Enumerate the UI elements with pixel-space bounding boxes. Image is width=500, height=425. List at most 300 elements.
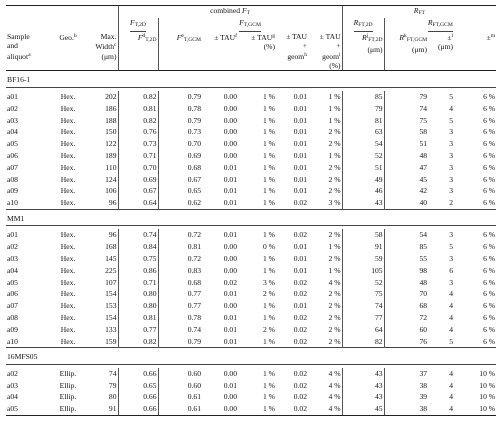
cell-ft-2d: 0.82 bbox=[118, 114, 158, 126]
cell-tau-geom: 0.01 bbox=[293, 139, 307, 149]
cell-rft-2d: 75 bbox=[342, 288, 384, 300]
table-row bbox=[6, 150, 496, 162]
cell-rft-err: 6 bbox=[449, 265, 454, 275]
cell-rft-2d: 52 bbox=[342, 276, 384, 288]
cell-ft-2d: 0.76 bbox=[118, 126, 158, 138]
cell-ft-2d: 0.64 bbox=[118, 197, 158, 209]
cell-tau-geom: 0.01 bbox=[293, 127, 307, 137]
cell-rft-gcm: 42 bbox=[384, 185, 428, 197]
cell-rft-gcm: 85 bbox=[384, 241, 428, 253]
cell-max-width: 91 bbox=[84, 403, 118, 415]
cell-tau-geom: 0.02 bbox=[293, 336, 307, 346]
cell-tau-geom: 0.02 bbox=[293, 392, 307, 402]
table-row bbox=[6, 138, 496, 150]
cell-ft-2d: 0.75 bbox=[118, 253, 158, 265]
cell-rft-2d: 85 bbox=[342, 91, 384, 103]
cell-ft-gcm: 0.69 bbox=[158, 150, 202, 162]
cell-tau-pct: 1 % bbox=[262, 368, 275, 378]
cell-tau-pct: 1 % bbox=[262, 103, 275, 113]
cell-rft-err: 5 bbox=[449, 242, 454, 252]
cell-tau: 0.01 bbox=[223, 324, 237, 334]
cell-ft-2d: 0.84 bbox=[118, 241, 158, 253]
cell-ft-2d: 0.65 bbox=[118, 379, 158, 391]
table-row bbox=[6, 324, 496, 336]
cell-rft-gcm: 39 bbox=[384, 391, 428, 403]
cell-geometry: Hex. bbox=[60, 162, 76, 172]
cell-rft-gcm: 55 bbox=[384, 253, 428, 265]
cell-ft-gcm: 0.61 bbox=[158, 391, 202, 403]
cell-tau-geom-pct: 4 % bbox=[328, 392, 341, 402]
cell-aliquot: a09 bbox=[7, 324, 18, 334]
cell-geometry: Hex. bbox=[60, 174, 76, 184]
cell-tau-geom: 0.02 bbox=[293, 368, 307, 378]
cell-ft-2d: 0.66 bbox=[118, 368, 158, 380]
cell-rft-err-pct: 6 % bbox=[483, 336, 496, 346]
table-row bbox=[6, 173, 496, 185]
col-tau: ± $TAU^f$ bbox=[202, 32, 238, 71]
cell-tau-pct: 1 % bbox=[262, 301, 275, 311]
cell-rft-err: 2 bbox=[449, 198, 454, 208]
cell-ft-gcm: 0.68 bbox=[158, 276, 202, 288]
cell-rft-err-pct: 6 % bbox=[483, 162, 496, 172]
cell-tau-pct: 1 % bbox=[262, 312, 275, 322]
cell-geometry: Hex. bbox=[60, 198, 76, 208]
cell-rft-err-pct: 10 % bbox=[479, 368, 496, 378]
cell-rft-err-pct: 10 % bbox=[454, 403, 496, 415]
table-row bbox=[6, 197, 496, 209]
cell-tau-pct: 1 % bbox=[262, 336, 275, 346]
cell-tau-geom: 0.02 bbox=[293, 380, 307, 390]
cell-max-width: 168 bbox=[105, 242, 117, 252]
cell-rft-2d: 46 bbox=[342, 185, 384, 197]
cell-tau: 0.00 bbox=[223, 368, 237, 378]
cell-rft-err-pct: 6 % bbox=[483, 230, 496, 240]
group-header-row bbox=[6, 209, 496, 225]
cell-geometry: Hex. bbox=[60, 324, 76, 334]
cell-rft-gcm: 75 bbox=[384, 114, 428, 126]
col-sample: Sample and aliquot$^a$ bbox=[6, 32, 52, 71]
table-row bbox=[6, 126, 496, 138]
cell-rft-err: 5 bbox=[449, 115, 454, 125]
cell-tau: 0.00 bbox=[223, 127, 237, 137]
cell-rft-err-pct: 6 % bbox=[483, 92, 496, 102]
cell-tau: 0.00 bbox=[202, 403, 238, 415]
cell-aliquot: a04 bbox=[7, 265, 18, 275]
cell-max-width: 159 bbox=[105, 336, 117, 346]
cell-rft-2d: 59 bbox=[342, 253, 384, 265]
cell-tau-geom: 0.02 bbox=[293, 277, 307, 287]
cell-tau-pct: 1 % bbox=[238, 403, 276, 415]
cell-rft-2d: 43 bbox=[342, 197, 384, 209]
col-ftgcm: $F^eT,GCM$ bbox=[158, 32, 202, 71]
cell-aliquot: a05 bbox=[6, 403, 52, 415]
cell-rft-gcm: 48 bbox=[384, 276, 428, 288]
cell-rft-2d: 64 bbox=[342, 324, 384, 336]
cell-tau-geom: 0.01 bbox=[293, 174, 307, 184]
rftgcm-subheader: RFT,GCM bbox=[384, 18, 496, 31]
col-ft2d: $F^dT,2D$ bbox=[118, 32, 158, 71]
table-row bbox=[6, 103, 496, 115]
cell-tau: 0.01 bbox=[223, 336, 237, 346]
cell-ft-gcm: 0.79 bbox=[158, 91, 202, 103]
cell-rft-2d: 51 bbox=[342, 162, 384, 174]
cell-ft-2d: 0.66 bbox=[118, 403, 158, 415]
cell-tau-pct: 1 % bbox=[262, 151, 275, 161]
cell-geometry: Ellip. bbox=[59, 392, 77, 402]
cell-rft-err-pct: 6 % bbox=[483, 127, 496, 137]
cell-rft-gcm: 60 bbox=[384, 324, 428, 336]
cell-ft-2d: 0.80 bbox=[118, 288, 158, 300]
table-header bbox=[6, 6, 496, 71]
cell-tau: 0.00 bbox=[223, 265, 237, 275]
cell-tau-geom: 0.02 bbox=[293, 230, 307, 240]
cell-tau-geom-pct: 1 % bbox=[328, 115, 341, 125]
cell-tau-pct: 0 % bbox=[262, 242, 275, 252]
cell-rft-err-pct: 6 % bbox=[483, 312, 496, 322]
cell-max-width: 96 bbox=[108, 198, 117, 208]
combined-ft-group-header bbox=[118, 6, 342, 19]
cell-tau-geom-pct: 2 % bbox=[328, 230, 341, 240]
cell-aliquot: a01 bbox=[7, 230, 18, 240]
cell-rft-err: 3 bbox=[449, 254, 454, 263]
cell-tau-geom: 0.02 bbox=[293, 312, 307, 322]
table-row bbox=[6, 114, 496, 126]
cell-tau-geom-pct: 2 % bbox=[328, 312, 341, 322]
cell-rft-gcm: 70 bbox=[384, 288, 428, 300]
table-row bbox=[6, 300, 496, 312]
group-label: BF16-1 bbox=[7, 75, 31, 85]
cell-tau-geom: 0.01 bbox=[293, 162, 307, 172]
cell-rft-err: 3 bbox=[449, 230, 454, 240]
cell-tau: 0.00 bbox=[223, 115, 237, 125]
cell-ft-gcm: 0.60 bbox=[158, 368, 202, 380]
cell-rft-err: 4 bbox=[449, 289, 454, 299]
cell-rft-err-pct: 6 % bbox=[483, 174, 496, 184]
cell-aliquot: a02 bbox=[7, 242, 18, 252]
cell-tau-geom: 0.02 bbox=[293, 324, 307, 334]
cell-tau: 0.00 bbox=[223, 254, 237, 263]
cell-rft-err-pct: 6 % bbox=[483, 324, 496, 334]
cell-tau-geom-pct: 2 % bbox=[328, 174, 341, 184]
cell-tau-pct: 3 % bbox=[262, 277, 275, 287]
cell-tau: 0.01 bbox=[223, 380, 237, 390]
group-header-row bbox=[6, 71, 496, 87]
col-geo: Geo.$^b$ bbox=[52, 32, 84, 71]
cell-rft-err: 4 bbox=[449, 392, 454, 402]
cell-rft-2d: 82 bbox=[342, 335, 384, 347]
cell-tau-geom-pct: 2 % bbox=[328, 301, 341, 311]
cell-rft-err-pct: 6 % bbox=[483, 254, 496, 263]
cell-max-width: 189 bbox=[105, 151, 117, 161]
cell-rft-err: 3 bbox=[449, 162, 454, 172]
cell-rft-gcm: 38 bbox=[384, 403, 428, 415]
cell-aliquot: a06 bbox=[7, 289, 18, 299]
cell-max-width: 154 bbox=[105, 289, 117, 299]
cell-tau-geom-pct: 2 % bbox=[328, 162, 341, 172]
cell-rft-gcm: 58 bbox=[384, 126, 428, 138]
cell-tau: 0.00 bbox=[223, 151, 237, 161]
col-width: Max. Width$^c$ (μm) bbox=[84, 32, 118, 71]
cell-rft-err-pct: 10 % bbox=[479, 392, 496, 402]
cell-ft-gcm: 0.60 bbox=[158, 379, 202, 391]
cell-rft-2d: 63 bbox=[342, 126, 384, 138]
cell-tau: 0.00 bbox=[223, 301, 237, 311]
cell-ft-gcm: 0.81 bbox=[158, 241, 202, 253]
table-body bbox=[6, 71, 496, 415]
cell-rft-err-pct: 10 % bbox=[479, 380, 496, 390]
cell-tau-geom-pct: 4 % bbox=[328, 368, 341, 378]
cell-aliquot: a02 bbox=[7, 368, 18, 378]
cell-ft-gcm: 0.78 bbox=[158, 103, 202, 115]
cell-tau-geom-pct: 2 % bbox=[328, 336, 341, 346]
cell-rft-err: 4 bbox=[428, 403, 454, 415]
cell-tau-pct: 1 % bbox=[262, 162, 275, 172]
cell-max-width: 110 bbox=[105, 162, 117, 172]
cell-geometry: Hex. bbox=[60, 312, 76, 322]
cell-rft-err: 5 bbox=[449, 92, 454, 102]
cell-tau-geom: 0.01 bbox=[293, 151, 307, 161]
table-row bbox=[6, 379, 496, 391]
cell-rft-err-pct: 6 % bbox=[483, 242, 496, 252]
cell-aliquot: a03 bbox=[7, 254, 18, 263]
cell-rft-gcm: 47 bbox=[384, 162, 428, 174]
cell-tau-geom-pct: 1 % bbox=[328, 92, 341, 102]
cell-tau-geom-pct: 1 % bbox=[328, 151, 341, 161]
cell-rft-2d: 79 bbox=[342, 103, 384, 115]
table-row bbox=[6, 312, 496, 324]
cell-tau-pct: 1 % bbox=[262, 198, 275, 208]
cell-max-width: 80 bbox=[108, 392, 117, 402]
cell-ft-2d: 0.70 bbox=[118, 162, 158, 174]
cell-rft-gcm: 72 bbox=[384, 312, 428, 324]
table-row bbox=[6, 288, 496, 300]
cell-tau-geom: 0.01 bbox=[293, 265, 307, 275]
cell-max-width: 145 bbox=[105, 254, 117, 263]
cell-tau: 0.00 bbox=[223, 139, 237, 149]
cell-max-width: 202 bbox=[105, 92, 117, 102]
cell-tau-pct: 2 % bbox=[262, 289, 275, 299]
col-tau-pct: ± $TAU^g$ (%) bbox=[238, 32, 276, 71]
cell-aliquot: a06 bbox=[7, 151, 18, 161]
cell-geometry: Hex. bbox=[60, 151, 76, 161]
cell-max-width: 133 bbox=[105, 324, 117, 334]
cell-aliquot: a04 bbox=[7, 392, 18, 402]
cell-rft-err: 3 bbox=[449, 127, 454, 137]
cell-geometry: Hex. bbox=[60, 186, 76, 196]
cell-tau-geom: 0.01 bbox=[293, 103, 307, 113]
table-row bbox=[6, 391, 496, 403]
cell-geometry: Hex. bbox=[60, 265, 76, 275]
cell-tau-pct: 1 % bbox=[262, 115, 275, 125]
cell-rft-gcm: 45 bbox=[384, 173, 428, 185]
table-row bbox=[6, 241, 496, 253]
cell-tau-pct: 2 % bbox=[262, 324, 275, 334]
cell-aliquot: a07 bbox=[7, 301, 18, 311]
cell-tau-geom-pct: 2 % bbox=[328, 139, 341, 149]
cell-max-width: 107 bbox=[105, 277, 117, 287]
table-row bbox=[6, 276, 496, 288]
ft-symbol: F bbox=[241, 6, 247, 15]
cell-tau-pct: 1 % bbox=[262, 392, 275, 402]
group-header-row bbox=[6, 348, 496, 364]
cell-rft-gcm: 37 bbox=[384, 368, 428, 380]
cell-ft-gcm: 0.61 bbox=[158, 403, 202, 415]
cell-geometry: Hex. bbox=[60, 301, 76, 311]
cell-tau-geom: 0.01 bbox=[293, 242, 307, 252]
cell-tau: 0.00 bbox=[223, 92, 237, 102]
cell-tau-geom-pct: 4 % bbox=[328, 277, 341, 287]
table-row bbox=[6, 253, 496, 265]
group-label: MM1 bbox=[6, 209, 496, 225]
cell-rft-err: 4 bbox=[449, 312, 454, 322]
cell-aliquot: a01 bbox=[7, 92, 18, 102]
ft2d-subheader: FT,2D bbox=[118, 18, 158, 31]
cell-rft-2d: 58 bbox=[342, 229, 384, 241]
cell-tau: 0.00 bbox=[223, 392, 237, 402]
cell-tau-pct: 1 % bbox=[262, 174, 275, 184]
cell-ft-gcm: 0.72 bbox=[158, 229, 202, 241]
cell-tau-geom: 0.01 bbox=[293, 254, 307, 263]
cell-aliquot: a05 bbox=[7, 139, 18, 149]
cell-rft-err: 3 bbox=[449, 277, 454, 287]
cell-tau-geom: 0.02 bbox=[293, 289, 307, 299]
table-row bbox=[6, 368, 496, 380]
rft-group-header bbox=[342, 6, 496, 19]
cell-geometry: Ellip. bbox=[52, 403, 84, 415]
cell-tau-geom-pct: 4 % bbox=[308, 403, 342, 415]
col-rft2d: $R^jFT,2D$ (μm) bbox=[342, 32, 384, 71]
cell-rft-2d: 45 bbox=[342, 403, 384, 415]
cell-aliquot: a03 bbox=[7, 380, 18, 390]
table-row bbox=[6, 403, 496, 415]
cell-ft-gcm: 0.74 bbox=[158, 324, 202, 336]
cell-ft-2d: 0.66 bbox=[118, 391, 158, 403]
cell-rft-err: 4 bbox=[449, 380, 454, 390]
cell-tau-geom-pct: 2 % bbox=[328, 289, 341, 299]
cell-ft-gcm: 0.83 bbox=[158, 265, 202, 277]
cell-tau-pct: 1 % bbox=[262, 139, 275, 149]
cell-ft-2d: 0.67 bbox=[118, 185, 158, 197]
cell-tau: 0.01 bbox=[223, 174, 237, 184]
cell-ft-gcm: 0.62 bbox=[158, 197, 202, 209]
ftgcm-subheader: FT,GCM bbox=[158, 18, 342, 31]
cell-tau-pct: 1 % bbox=[262, 265, 275, 275]
cell-rft-gcm: 48 bbox=[384, 150, 428, 162]
cell-rft-err: 3 bbox=[449, 186, 454, 196]
cell-geometry: Hex. bbox=[60, 277, 76, 287]
cell-tau-geom-pct: 4 % bbox=[328, 380, 341, 390]
cell-tau: 0.00 bbox=[223, 103, 237, 113]
cell-rft-gcm: 68 bbox=[384, 300, 428, 312]
ft-subscript: T bbox=[246, 10, 250, 16]
cell-tau-pct: 1 % bbox=[262, 92, 275, 102]
cell-ft-2d: 0.82 bbox=[118, 91, 158, 103]
cell-rft-err-pct: 6 % bbox=[483, 186, 496, 196]
cell-tau-geom-pct: 2 % bbox=[328, 127, 341, 137]
cell-ft-2d: 0.80 bbox=[118, 300, 158, 312]
cell-aliquot: a07 bbox=[7, 162, 18, 172]
cell-tau: 0.00 bbox=[223, 242, 237, 252]
cell-geometry: Ellip. bbox=[59, 368, 77, 378]
cell-tau-pct: 1 % bbox=[262, 254, 275, 263]
table-row bbox=[6, 229, 496, 241]
cell-geometry: Hex. bbox=[60, 115, 76, 125]
cell-tau-pct: 1 % bbox=[262, 380, 275, 390]
cell-aliquot: a03 bbox=[7, 115, 18, 125]
cell-rft-err: 4 bbox=[449, 324, 454, 334]
cell-rft-2d: 43 bbox=[342, 379, 384, 391]
cell-tau-geom: 0.02 bbox=[293, 198, 307, 208]
table-row bbox=[6, 185, 496, 197]
cell-rft-2d: 74 bbox=[342, 300, 384, 312]
cell-aliquot: a08 bbox=[7, 312, 18, 322]
cell-tau: 0.02 bbox=[223, 277, 237, 287]
cell-rft-2d: 91 bbox=[342, 241, 384, 253]
cell-max-width: 188 bbox=[105, 115, 117, 125]
cell-rft-gcm: 40 bbox=[384, 197, 428, 209]
cell-rft-2d: 77 bbox=[342, 312, 384, 324]
cell-tau: 0.01 bbox=[223, 186, 237, 196]
cell-rft-err-pct: 6 % bbox=[483, 115, 496, 125]
cell-tau-geom: 0.01 bbox=[293, 186, 307, 196]
cell-geometry: Hex. bbox=[60, 242, 76, 252]
cell-ft-2d: 0.86 bbox=[118, 265, 158, 277]
cell-tau: 0.01 bbox=[223, 198, 237, 208]
cell-aliquot: a10 bbox=[7, 336, 18, 346]
results-table bbox=[6, 5, 496, 416]
cell-aliquot: a04 bbox=[7, 127, 18, 137]
cell-tau-geom-pct: 3 % bbox=[328, 198, 341, 208]
cell-ft-2d: 0.73 bbox=[118, 138, 158, 150]
cell-rft-gcm: 98 bbox=[384, 265, 428, 277]
cell-geometry: Hex. bbox=[60, 289, 76, 299]
cell-tau-geom-pct: 2 % bbox=[328, 324, 341, 334]
cell-ft-2d: 0.81 bbox=[118, 103, 158, 115]
cell-geometry: Hex. bbox=[60, 103, 76, 113]
cell-ft-gcm: 0.77 bbox=[158, 288, 202, 300]
cell-ft-2d: 0.71 bbox=[118, 150, 158, 162]
cell-geometry: Hex. bbox=[60, 254, 76, 263]
cell-rft-err: 3 bbox=[449, 151, 454, 161]
table-row bbox=[6, 265, 496, 277]
cell-rft-err-pct: 6 % bbox=[483, 289, 496, 299]
cell-tau-geom-pct: 1 % bbox=[328, 103, 341, 113]
cell-ft-2d: 0.81 bbox=[118, 312, 158, 324]
cell-rft-gcm: 51 bbox=[384, 138, 428, 150]
col-rftgcm: $R^kFT,GCM$ (μm) bbox=[384, 32, 428, 71]
cell-ft-2d: 0.69 bbox=[118, 173, 158, 185]
cell-max-width: 96 bbox=[108, 230, 117, 240]
cell-rft-err: 5 bbox=[449, 336, 454, 346]
cell-ft-2d: 0.77 bbox=[118, 324, 158, 336]
cell-ft-gcm: 0.73 bbox=[158, 126, 202, 138]
rft-symbol: R bbox=[413, 6, 419, 15]
cell-geometry: Hex. bbox=[60, 336, 76, 346]
cell-tau-geom-pct: 2 % bbox=[328, 254, 341, 263]
cell-geometry: Ellip. bbox=[59, 380, 77, 390]
col-tau-geom-pct: ± TAU + geom$^i$ (%) bbox=[308, 32, 342, 71]
cell-aliquot: a08 bbox=[7, 174, 18, 184]
cell-aliquot: a10 bbox=[7, 198, 18, 208]
cell-tau-pct: 1 % bbox=[262, 186, 275, 196]
cell-ft-2d: 0.74 bbox=[118, 229, 158, 241]
cell-max-width: 150 bbox=[105, 127, 117, 137]
cell-ft-gcm: 0.79 bbox=[158, 114, 202, 126]
cell-max-width: 106 bbox=[105, 186, 117, 196]
cell-tau-pct: 1 % bbox=[262, 230, 275, 240]
cell-ft-gcm: 0.68 bbox=[158, 162, 202, 174]
cell-tau-geom-pct: 1 % bbox=[328, 265, 341, 275]
